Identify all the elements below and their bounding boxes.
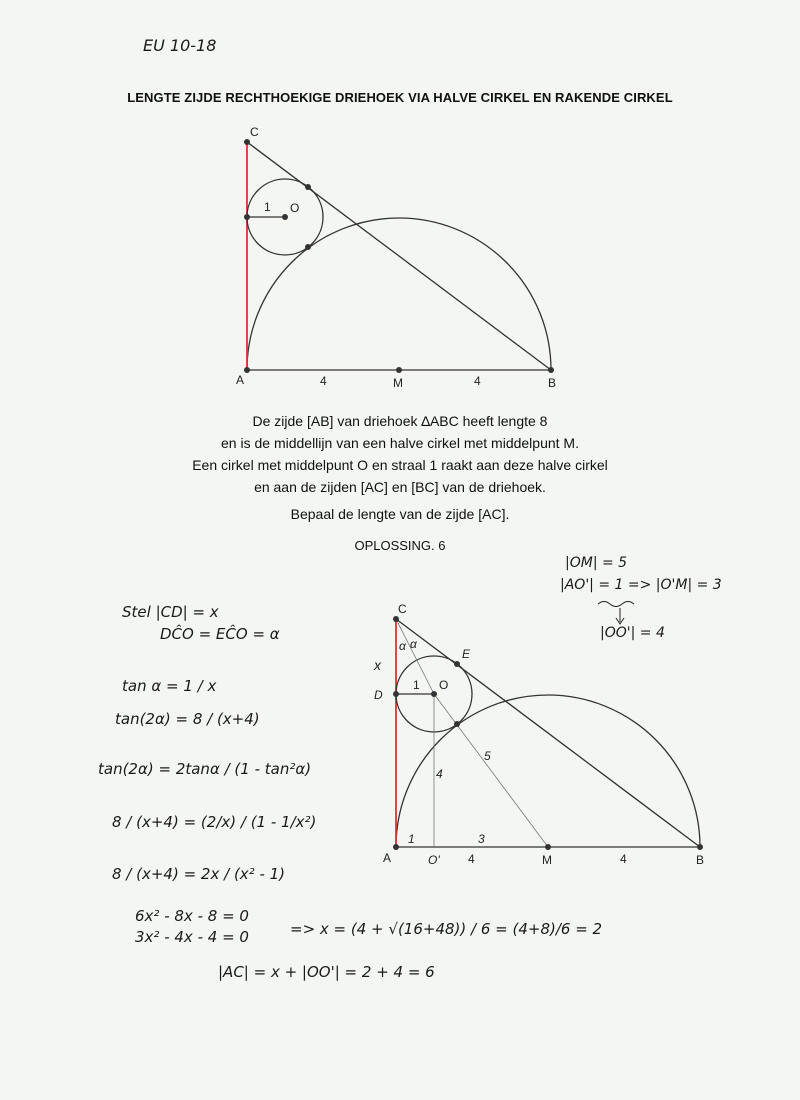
label-4b: 4: [620, 852, 627, 866]
note-ao: |AO'| = 1 => |O'M| = 3: [560, 577, 722, 593]
point-o: [431, 691, 437, 697]
solution-step: => x = (4 + √(16+48)) / 6 = (4+8)/6 = 2: [290, 920, 603, 938]
label-b: B: [548, 376, 557, 390]
solution-step: DĈO = EĈO = α: [160, 625, 280, 643]
note-oo: |OO'| = 4: [600, 625, 665, 641]
solution-step: tan(2α) = 8 / (x+4): [115, 710, 260, 728]
label-radius: 1: [413, 678, 420, 692]
label-m: M: [393, 376, 403, 390]
solution-step: 6x² - 8x - 8 = 0: [135, 907, 249, 925]
label-d: D: [374, 688, 383, 702]
problem-line: en is de middellijn van een halve cirkel met middelpunt M.: [221, 435, 579, 451]
point-c: [393, 616, 399, 622]
label-b: B: [696, 853, 705, 867]
point-m: [545, 844, 551, 850]
label-radius: 1: [264, 200, 271, 214]
solution-step: Stel |CD| = x: [122, 603, 219, 621]
label-o: O: [439, 678, 449, 692]
solution-step: |AC| = x + |OO'| = 2 + 4 = 6: [218, 963, 435, 981]
solution-step: tan(2α) = 2tanα / (1 - tan²α): [98, 760, 312, 778]
problem-line: Een cirkel met middelpunt O en straal 1 raakt aan deze halve cirkel: [192, 457, 608, 473]
label-4a: 4: [468, 852, 475, 866]
label-x: x: [374, 657, 381, 673]
label-a: A: [383, 851, 392, 865]
label-alpha-1: α: [399, 639, 406, 653]
point-d: [393, 691, 399, 697]
point-a: [393, 844, 399, 850]
label-m: M: [542, 853, 552, 867]
label-o-prime: O': [428, 853, 440, 867]
solution-heading: OPLOSSING. 6: [354, 538, 446, 553]
label-o: O: [290, 201, 300, 215]
page-title: LENGTE ZIJDE RECHTHOEKIGE DRIEHOEK VIA HALVE CIRKEL EN RAKENDE CIRKEL: [127, 90, 673, 105]
question: Bepaal de lengte van de zijde [AC].: [290, 506, 510, 522]
label-am: 4: [320, 374, 327, 388]
label-c: C: [398, 602, 407, 616]
label-e: E: [462, 647, 471, 661]
label-ao-length: 1: [408, 832, 415, 846]
label-c: C: [250, 125, 259, 139]
solution-step: 8 / (x+4) = 2x / (x² - 1): [112, 865, 286, 883]
problem-line: en aan de zijden [AC] en [BC] van de driehoek.: [254, 479, 546, 495]
label-oo-length: 4: [436, 767, 443, 781]
line-om: [434, 694, 548, 847]
solution-step: tan α = 1 / x: [122, 677, 217, 695]
doc-code: EU 10-18: [143, 36, 217, 55]
point-e: [454, 661, 460, 667]
label-om-length: 5: [484, 749, 491, 763]
point-tangent-semicircle: [454, 721, 460, 727]
solution-step: 8 / (x+4) = (2/x) / (1 - 1/x²): [112, 813, 317, 831]
problem-line: De zijde [AB] van driehoek ∆ABC heeft lengte 8: [252, 413, 548, 429]
label-alpha-2: α: [410, 637, 417, 651]
label-om-3: 3: [478, 832, 485, 846]
label-a: A: [236, 373, 245, 387]
side-bc: [396, 619, 700, 847]
note-om: |OM| = 5: [565, 555, 628, 571]
label-mb: 4: [474, 374, 481, 388]
point-b: [697, 844, 703, 850]
solution-step: 3x² - 4x - 4 = 0: [135, 928, 249, 946]
